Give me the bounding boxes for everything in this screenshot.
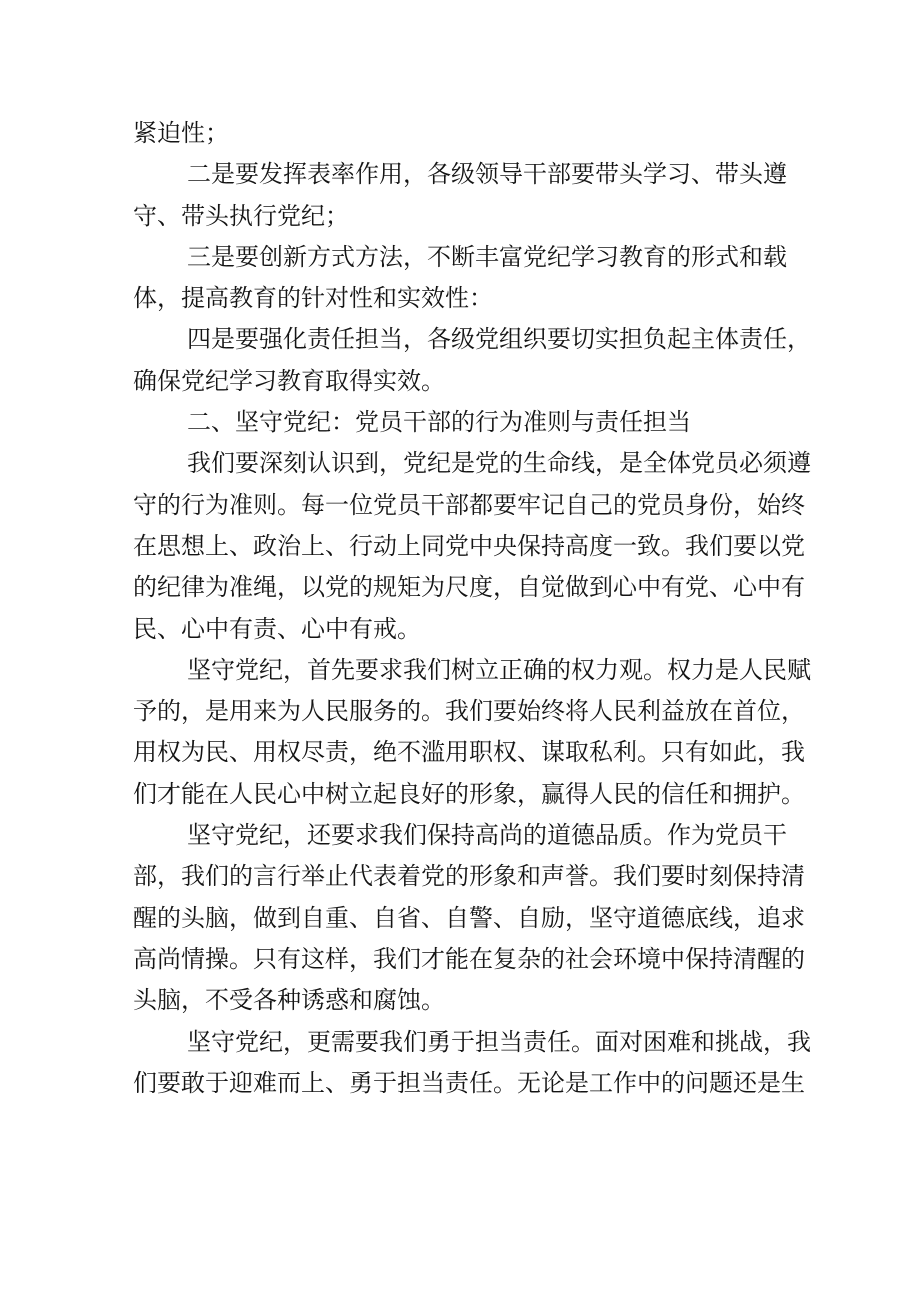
- paragraph: [133, 443, 811, 649]
- paragraph: [133, 319, 811, 402]
- text-line: 守、带头执行党纪；: [133, 201, 349, 230]
- text-line: 坚 守 党 纪 ， 更 需 要 我 们 勇 于 担 当 责 任 。 面 对 困 难 和 挑 战 ， 我: [187, 1027, 811, 1056]
- text-line: 高 尚 情 操 。 只 有 这 样 ， 我 们 才 能 在 复 杂 的 社 会 环 境 中 保 持 清 醒 的: [133, 944, 805, 973]
- text-line: 坚 守 党 纪 ， 首 先 要 求 我 们 树 立 正 确 的 权 力 观 。 权 力 是 人 民 赋: [187, 655, 811, 684]
- paragraph: [133, 1022, 811, 1105]
- text-line: 民、心中有责、心中有戒。: [133, 614, 421, 643]
- paragraph: [133, 154, 787, 237]
- text-line: 在 思 想 上 、 政 治 上 、 行 动 上 同 党 中 央 保 持 高 度 一 致 。 我 们 要 以 党: [133, 531, 805, 560]
- text-line: 予 的 ， 是 用 来 为 人 民 服 务 的 。 我 们 要 始 终 将 人 民 利 益 放 在 首 位 ，: [133, 697, 805, 726]
- text-line: 守 的 行 为 准 则 。 每 一 位 党 员 干 部 都 要 牢 记 自 己 的 党 员 身 份 ， 始 终: [133, 490, 805, 519]
- paragraph: [133, 113, 783, 154]
- text-line: 用 权 为 民 、 用 权 尽 责 ， 绝 不 滥 用 职 权 、 谋 取 私 利 。 只 有 如 此 ， 我: [133, 738, 805, 767]
- document-body: [133, 113, 811, 1104]
- text-line: 们 才 能 在 人 民 心 中 树 立 起 良 好 的 形 象 ， 赢 得 人 民 的 信 任 和 拥 护 。: [133, 779, 805, 808]
- text-line: 坚 守 党 纪 ， 还 要 求 我 们 保 持 高 尚 的 道 德 品 质 。 作 为 党 员 干: [187, 821, 787, 850]
- text-line: 确保党纪学习教育取得实效。: [133, 366, 445, 395]
- text-line: 四 是 要 强 化 责 任 担 当 ， 各 级 党 组 织 要 切 实 担 负 起 主 体 责 任 ，: [187, 325, 811, 354]
- text-line: 部 ， 我 们 的 言 行 举 止 代 表 着 党 的 形 象 和 声 誉 。 我 们 要 时 刻 保 持 清: [133, 862, 805, 891]
- text-line: 三 是 要 创 新 方 式 方 法 ， 不 断 丰 富 党 纪 学 习 教 育 的 形 式 和 载: [187, 242, 787, 271]
- text-line: 头脑，不受各种诱惑和腐蚀。: [133, 986, 445, 1015]
- paragraph: [133, 815, 805, 1021]
- section-heading: [133, 402, 783, 443]
- paragraph: [133, 650, 811, 815]
- text-line: 们 要 敢 于 迎 难 而 上 、 勇 于 担 当 责 任 。 无 论 是 工 作 中 的 问 题 还 是 生: [133, 1068, 805, 1097]
- paragraph: [133, 237, 787, 320]
- text-line: 二、坚守党纪：党员干部的行为准则与责任担当: [187, 408, 691, 437]
- text-line: 体，提高教育的针对性和实效性：: [133, 284, 493, 313]
- text-line: 的 纪 律 为 准 绳 ， 以 党 的 规 矩 为 尺 度 ， 自 觉 做 到 心 中 有 党 、 心 中 有: [133, 573, 805, 602]
- text-line: 二 是 要 发 挥 表 率 作 用 ， 各 级 领 导 干 部 要 带 头 学 习 、 带 头 遵: [187, 160, 787, 189]
- text-line: 我 们 要 深 刻 认 识 到 ， 党 纪 是 党 的 生 命 线 ， 是 全 体 党 员 必 须 遵: [187, 449, 811, 478]
- text-line: 醒 的 头 脑 ， 做 到 自 重 、 自 省 、 自 警 、 自 励 ， 坚 守 道 德 底 线 ， 追 求: [133, 903, 805, 932]
- text-line: 紧迫性；: [133, 119, 229, 147]
